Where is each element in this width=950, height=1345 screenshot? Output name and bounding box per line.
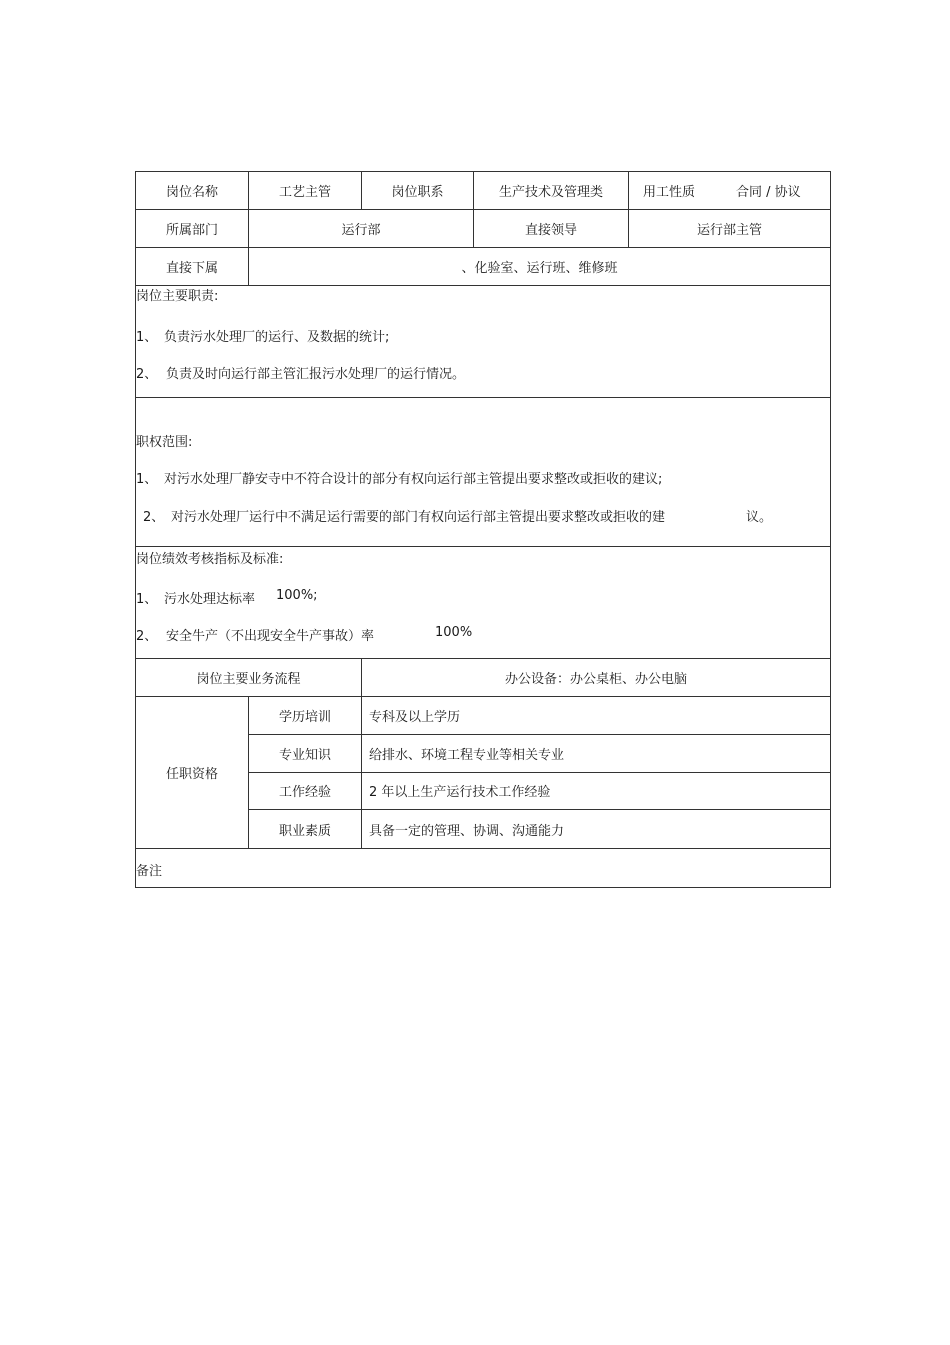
duty-num-1: 1、 <box>136 330 158 345</box>
authority-num-1: 1、 <box>136 472 158 487</box>
remark-section <box>136 849 830 887</box>
performance-title: 岗位绩效考核指标及标准: <box>136 552 284 567</box>
performance-text-1: 污水处理达标率 <box>164 592 256 607</box>
qualification-label: 专业知识 <box>249 735 362 772</box>
qualification-value: 给排水、环境工程专业等相关专业 <box>369 747 565 763</box>
label-process: 岗位主要业务流程 <box>136 659 362 696</box>
label-series: 岗位职系 <box>362 172 474 209</box>
duty-item-2 <box>136 363 465 382</box>
authority-title: 职权范围: <box>136 435 193 450</box>
authority-item-2 <box>143 506 665 525</box>
performance-section <box>136 547 830 659</box>
duties-section <box>136 286 830 398</box>
performance-num-1: 1、 <box>136 592 158 607</box>
qualification-row-experience <box>249 773 830 811</box>
label-qualification: 任职资格 <box>136 697 249 848</box>
label-nature: 用工性质 <box>643 185 696 200</box>
value-dept: 运行部 <box>249 210 474 247</box>
nature-cell <box>629 172 830 209</box>
label-subordinates: 直接下属 <box>136 248 249 285</box>
performance-item-1 <box>136 588 255 607</box>
duty-item-1 <box>136 326 389 345</box>
authority-section <box>136 398 830 547</box>
label-dept: 所属部门 <box>136 210 249 247</box>
qualification-label: 学历培训 <box>249 697 362 734</box>
value-leader: 运行部主管 <box>696 223 762 238</box>
duty-text-2: 负责及时向运行部主管汇报污水处理厂的运行情况。 <box>166 367 466 382</box>
remark-label: 备注 <box>136 864 163 879</box>
authority-text-2-tail: 议。 <box>746 510 773 525</box>
authority-text-2: 对污水处理厂运行中不满足运行需要的部门有权向运行部主管提出要求整改或拒收的建 <box>171 510 666 525</box>
row-position <box>136 172 830 210</box>
authority-item-1 <box>136 468 662 487</box>
label-position: 岗位名称 <box>136 172 249 209</box>
label-leader: 直接领导 <box>474 210 629 247</box>
value-series: 生产技术及管理类 <box>474 172 629 209</box>
qualification-value: 2 年以上生产运行技术工作经验 <box>369 785 551 801</box>
performance-item-2 <box>136 625 374 644</box>
qualification-value: 专科及以上学历 <box>369 709 461 725</box>
row-subordinates <box>136 248 830 286</box>
authority-text-1: 对污水处理厂静安寺中不符合设计的部分有权向运行部主管提出要求整改或拒收的建议; <box>164 472 663 487</box>
row-process <box>136 659 830 697</box>
qualification-row-education <box>249 697 830 735</box>
qualification-label: 职业素质 <box>249 810 362 848</box>
duty-text-1: 负责污水处理厂的运行、及数据的统计; <box>164 330 390 345</box>
duty-num-2: 2、 <box>136 367 158 382</box>
performance-text-2: 安全牛产（不出现安全牛产事故）率 <box>166 629 375 644</box>
qualification-row-quality <box>249 810 830 848</box>
qualification-section <box>136 697 830 849</box>
authority-num-2: 2、 <box>143 510 165 525</box>
performance-value-1: 100%; <box>276 588 318 603</box>
qualification-rows <box>249 697 830 848</box>
row-department <box>136 210 830 248</box>
qualification-label: 工作经验 <box>249 773 362 810</box>
qualification-row-knowledge <box>249 735 830 773</box>
value-nature: 合同 / 协议 <box>736 185 801 200</box>
performance-num-2: 2、 <box>136 629 158 644</box>
value-subordinates: 、化验室、运行班、维修班 <box>461 261 618 276</box>
value-position: 工艺主管 <box>249 172 362 209</box>
performance-value-2: 100% <box>435 625 473 640</box>
duties-title: 岗位主要职责: <box>136 289 219 304</box>
value-equipment: 办公设备：办公桌柜、办公电脑 <box>504 672 687 687</box>
job-description-table <box>135 171 831 888</box>
qualification-value: 具备一定的管理、协调、沟通能力 <box>369 823 565 839</box>
